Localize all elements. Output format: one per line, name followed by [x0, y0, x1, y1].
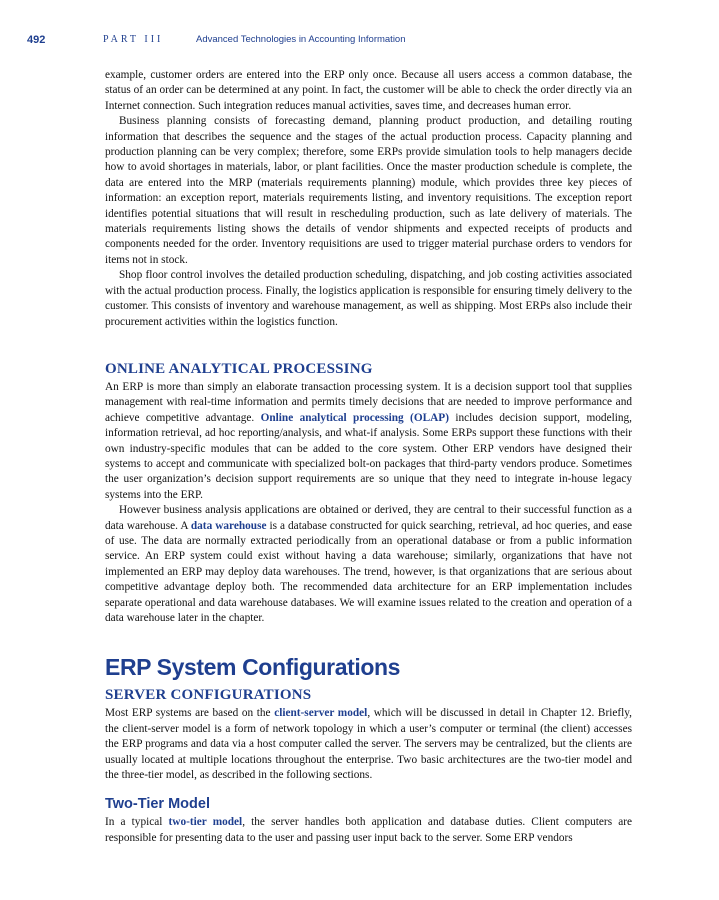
paragraph-order-entry: example, customer orders are entered into the ERP only once. Because all users access a common database, the status of an order can be determined at any point. In fact, the customer will be able to check the order directly via an Internet connection. Such integration reduces manual activities, saves time, and decreases human error.	[105, 69, 632, 112]
heading-olap: ONLINE ANALYTICAL PROCESSING	[105, 360, 373, 377]
text-segment: , the server handles both application and database duties. Client computers are responsible for presenting data to the user and passing user input back to the server. Some ERP vendors	[105, 816, 632, 844]
body-text	[105, 68, 632, 846]
part-label: PART III	[103, 34, 164, 45]
heading-server-configurations: SERVER CONFIGURATIONS	[105, 687, 312, 704]
key-term-olap: Online analytical processing (OLAP)	[260, 411, 449, 424]
heading-erp-system-configurations: ERP System Configurations	[105, 654, 401, 681]
paragraph-two-tier	[105, 815, 632, 846]
text-segment: An ERP is more than simply an elaborate transaction processing system. It is a decision support tool that supplies management with real-time information and permits timely decisions that are needed to improve performance and achieve competitive advantage.	[105, 380, 632, 424]
paragraph-business-planning: Business planning consists of forecasting demand, planning product production, and detailing routing information that describes the sequence and the stages of the actual production process. Capacity planning and production planning can be very complex; therefore, some ERPs provide simulation tools to help managers decide how to avoid shortages in materials, labor, or plant facilities. Once the master production schedule is complete, the data are entered into the MRP (materials requirements planning) module, which provides three key pieces of information: an exception report, materials requirements listing, and inventory requisitions. The exception report identifies potential situations that will result in rescheduling production, such as late delivery of materials. The materials requirements listing shows the details of vendor shipments and expected receipts of products and components needed for the order. Inventory requisitions are used to trigger material purchase orders to vendors for items not in stock.	[105, 115, 632, 266]
text-segment: Most ERP systems are based on the	[105, 707, 275, 720]
text-segment: is a database constructed for quick searching, retrieval, ad hoc queries, and ease of use. The data are normally extracted periodically from an operational database or from a public information service. An ERP system could exist without having a data warehouse; similarly, organizations that have not implemented an ERP may deploy data warehouses. The trend, however, is that organizations that are serious about competitive advantage deploy both. The recommended data architecture for an ERP implementation includes separate operational and data warehouse databases. We will examine issues related to the creation and operation of a data warehouse later in the chapter.	[105, 519, 633, 624]
key-term-data-warehouse: data warehouse	[190, 519, 267, 532]
paragraph-data-warehouse	[105, 503, 632, 626]
paragraph-olap-intro	[105, 380, 632, 503]
paragraph-client-server	[105, 706, 632, 783]
heading-two-tier-model: Two-Tier Model	[105, 796, 210, 813]
part-title: Advanced Technologies in Accounting Information	[196, 34, 406, 45]
key-term-two-tier-model: two-tier model	[168, 816, 243, 829]
text-segment: , which will be discussed in detail in Chapter 12. Briefly, the client-server model is a form of network topology in which a user’s computer or terminal (the client) accesses the ERP programs and data via a host computer called the server. The servers may be centralized, but the clients are usually located at multiple locations throughout the enterprise. Two basic architectures are the two-tier model and the three-tier model, as described in the following sections.	[105, 707, 633, 782]
paragraph-shop-floor: Shop floor control involves the detailed production scheduling, dispatching, and job costing activities associated with the actual production process. Finally, the logistics application is responsible for ensuring timely delivery to the customer. This consists of inventory and warehouse management, as well as shipping. Most ERPs also include their procurement activities within the logistics function.	[105, 269, 632, 328]
running-header	[0, 34, 719, 50]
text-segment: However business analysis applications are obtained or derived, they are central to their successful function as a data warehouse. A	[105, 504, 632, 532]
text-segment: In a typical	[105, 816, 169, 829]
text-segment: includes decision support, modeling, information retrieval, ad hoc reporting/analysis, and what-if analysis. Some ERPs support these functions with their own industry-specific modules that can be added to the core system. Other ERP vendors have designed their systems to accept and communicate with specialized bolt-on packages that third-party vendors produce. Sometimes the user organization’s decision support requirements are so unique that they need to integrate in-house legacy systems into the ERP.	[105, 411, 632, 501]
page-number: 492	[27, 34, 46, 46]
key-term-client-server-model: client-server model	[274, 707, 368, 720]
